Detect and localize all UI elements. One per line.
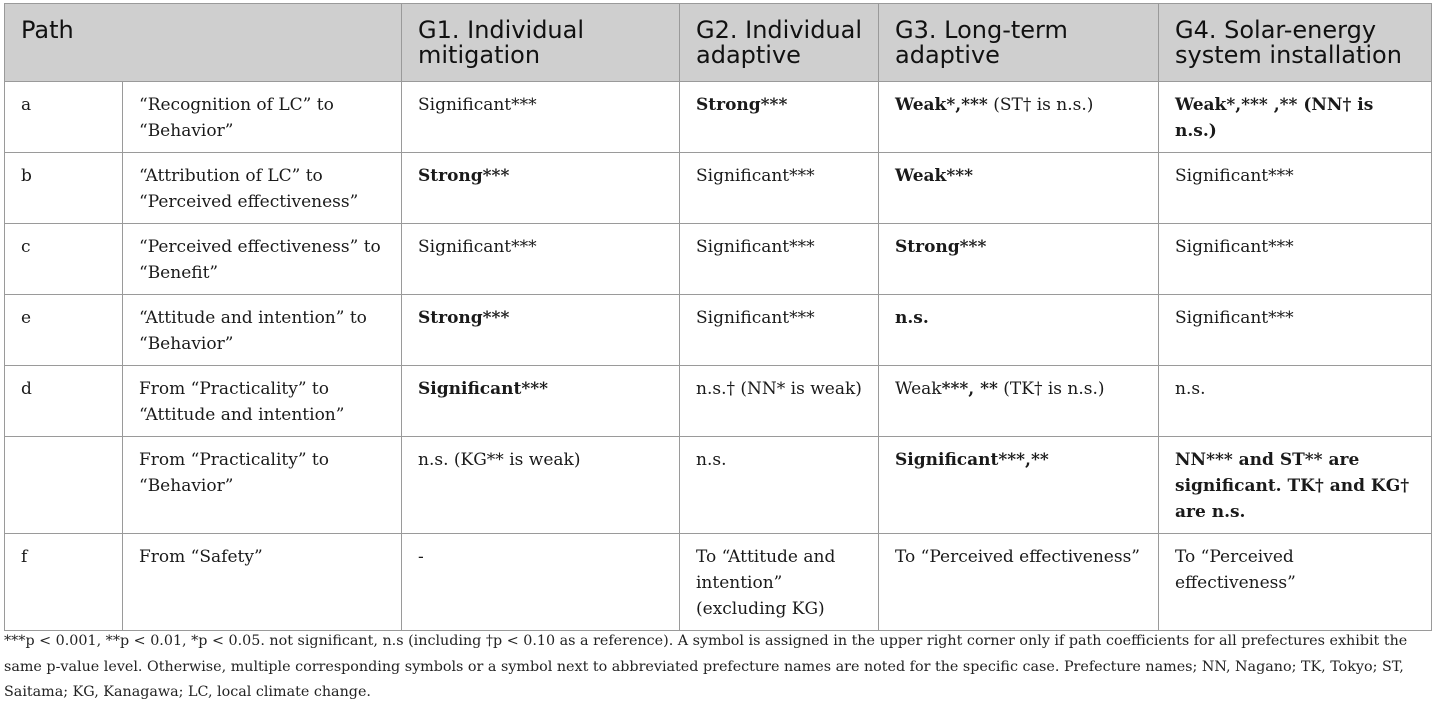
g3-cell: n.s. [879,295,1159,366]
path-cell: d [5,366,123,437]
g3-cell: Weak*** [879,153,1159,224]
description-cell: “Perceived effectiveness” to “Benefit” [123,224,402,295]
header-description [123,4,402,82]
g4-cell: n.s. [1159,366,1432,437]
table-row [5,437,1432,534]
description-cell: “Attitude and intention” to “Behavior” [123,295,402,366]
g3-rest-part: (ST† is n.s.) [987,95,1094,115]
g1-cell: n.s. (KG** is weak) [402,437,680,534]
table-footnote: ***p < 0.001, **p < 0.01, *p < 0.05. not significant, n.s (including †p < 0.10 as a reference). A symbol is assigned in the upper right corner only if path coefficients for all prefectures exhibit the same p-value level. Otherwise, multiple corresponding symbols or a symbol next to abbreviated prefecture names are noted for the specific case. Prefecture names; NN, Nagano; TK, Tokyo; ST, Saitama; KG, Kanagawa; LC, local climate change. [4,633,1408,700]
g3-cell: Strong*** [879,224,1159,295]
path-cell: c [5,224,123,295]
g4-cell: NN*** and ST** are significant. TK† and KG† are n.s. [1159,437,1432,534]
g2-cell: Strong*** [680,82,879,153]
g4-cell: Significant*** [1159,224,1432,295]
g1-cell: - [402,534,680,631]
description-cell: “Recognition of LC” to “Behavior” [123,82,402,153]
g4-cell: Significant*** [1159,295,1432,366]
g3-cell: To “Perceived effectiveness” [879,534,1159,631]
g1-cell: Strong*** [402,295,680,366]
g3-cell [879,82,1159,153]
g2-cell: Significant*** [680,295,879,366]
g3-cell: Significant***,** [879,437,1159,534]
g2-cell: To “Attitude and intention” (excluding KG) [680,534,879,631]
description-cell: “Attribution of LC” to “Perceived effectiveness” [123,153,402,224]
g3-symbols-part: ***, ** [941,379,998,399]
table-row [5,153,1432,224]
path-cell [5,437,123,534]
g2-cell: n.s. [680,437,879,534]
table-row [5,82,1432,153]
header-g2: G2. Individual adaptive [680,4,879,82]
header-path: Path [5,4,123,82]
g4-cell: Weak*,*** ,** (NN† is n.s.) [1159,82,1432,153]
g2-cell: Significant*** [680,153,879,224]
description-cell: From “Practicality” to “Attitude and intention” [123,366,402,437]
table-row [5,295,1432,366]
header-g3: G3. Long-term adaptive [879,4,1159,82]
path-cell: f [5,534,123,631]
header-row [5,4,1432,82]
g1-cell: Significant*** [402,224,680,295]
g3-cell [879,366,1159,437]
description-cell: From “Safety” [123,534,402,631]
path-cell: b [5,153,123,224]
g3-bold-part: Weak*,*** [895,95,988,115]
table-row [5,366,1432,437]
g1-cell: Significant*** [402,366,680,437]
path-cell: a [5,82,123,153]
g3-weak-part: Weak [895,379,942,399]
g4-cell: To “Perceived effectiveness” [1159,534,1432,631]
results-table [4,3,1432,631]
header-g4: G4. Solar-energy system installation [1159,4,1432,82]
table-row [5,534,1432,631]
g2-cell: Significant*** [680,224,879,295]
g3-rest-part: (TK† is n.s.) [997,379,1105,399]
g1-cell: Significant*** [402,82,680,153]
g4-cell: Significant*** [1159,153,1432,224]
table-row [5,224,1432,295]
path-cell: e [5,295,123,366]
g1-cell: Strong*** [402,153,680,224]
g2-cell: n.s.† (NN* is weak) [680,366,879,437]
header-g1: G1. Individual mitigation [402,4,680,82]
description-cell: From “Practicality” to “Behavior” [123,437,402,534]
